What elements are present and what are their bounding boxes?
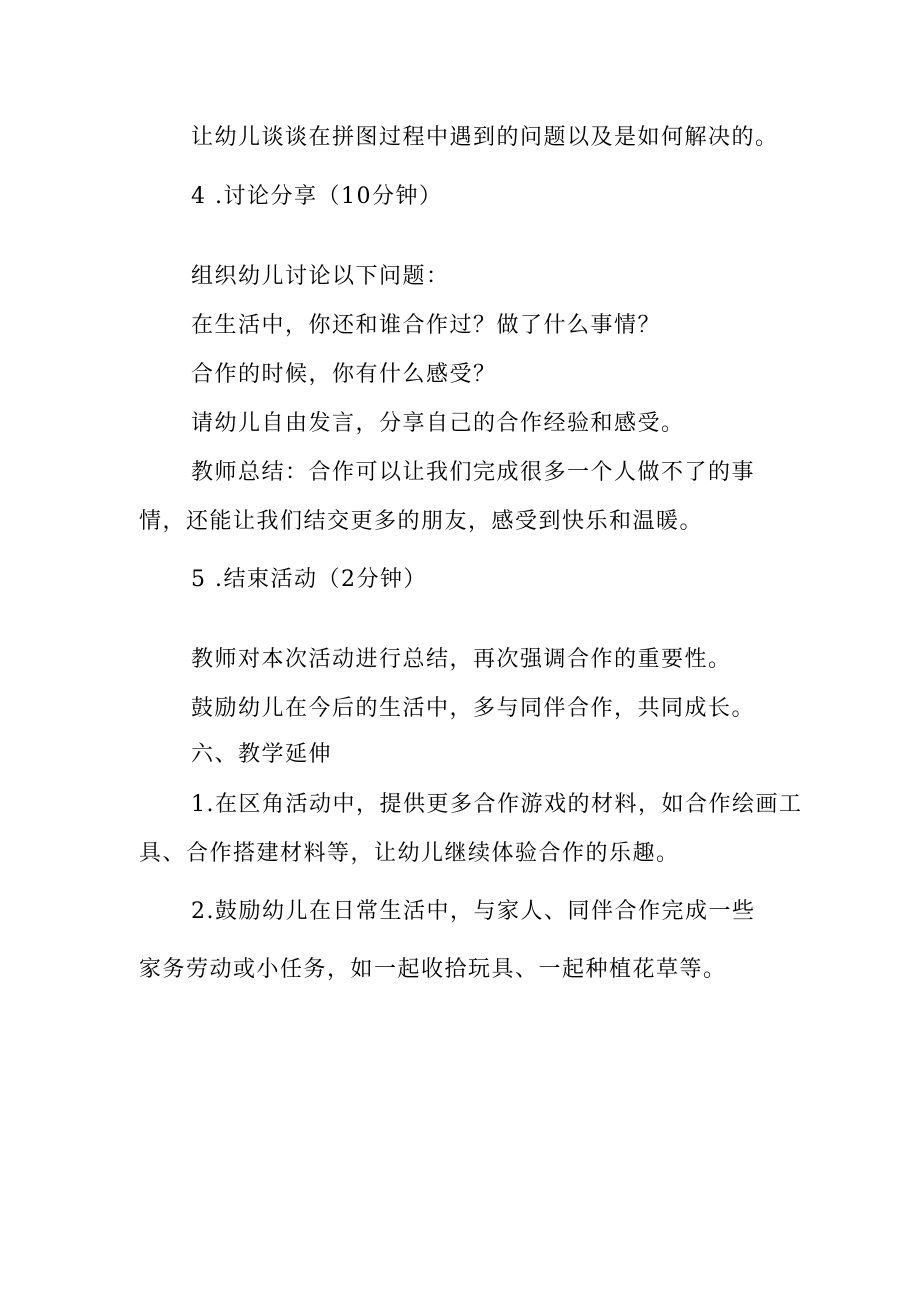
paragraph-line: 教师对本次活动进行总结，再次强调合作的重要性。 bbox=[191, 647, 732, 672]
paragraph-line: 情，还能让我们结交更多的朋友，感受到快乐和温暖。 bbox=[139, 509, 704, 534]
paragraph-line: 1.在区角活动中，提供更多合作游戏的材料，如合作绘画工 bbox=[191, 792, 803, 817]
paragraph-line: 2.鼓励幼儿在日常生活中，与家人、同伴合作完成一些 bbox=[191, 899, 756, 924]
paragraph-line: 请幼儿自由发言，分享自己的合作经验和感受。 bbox=[191, 411, 685, 436]
section-heading: 六、教学延伸 bbox=[191, 742, 333, 767]
section-heading: 4 .讨论分享（10分钟） bbox=[191, 184, 443, 209]
paragraph-line: 家务劳动或小任务，如一起收拾玩具、一起种植花草等。 bbox=[139, 957, 727, 982]
paragraph-line: 让幼儿谈谈在拼图过程中遇到的问题以及是如何解决的。 bbox=[191, 125, 779, 150]
paragraph-line: 组织幼儿讨论以下问题： bbox=[191, 264, 450, 289]
section-heading: 5 .结束活动（2分钟） bbox=[191, 567, 427, 592]
paragraph-line: 合作的时候，你有什么感受？ bbox=[191, 362, 497, 387]
paragraph-line: 具、合作搭建材料等，让幼儿继续体验合作的乐趣。 bbox=[139, 841, 680, 866]
paragraph-line: 在生活中，你还和谁合作过？做了什么事情？ bbox=[191, 313, 662, 338]
paragraph-line: 鼓励幼儿在今后的生活中，多与同伴合作，共同成长。 bbox=[191, 696, 756, 721]
paragraph-line: 教师总结：合作可以让我们完成很多一个人做不了的事 bbox=[191, 460, 756, 485]
